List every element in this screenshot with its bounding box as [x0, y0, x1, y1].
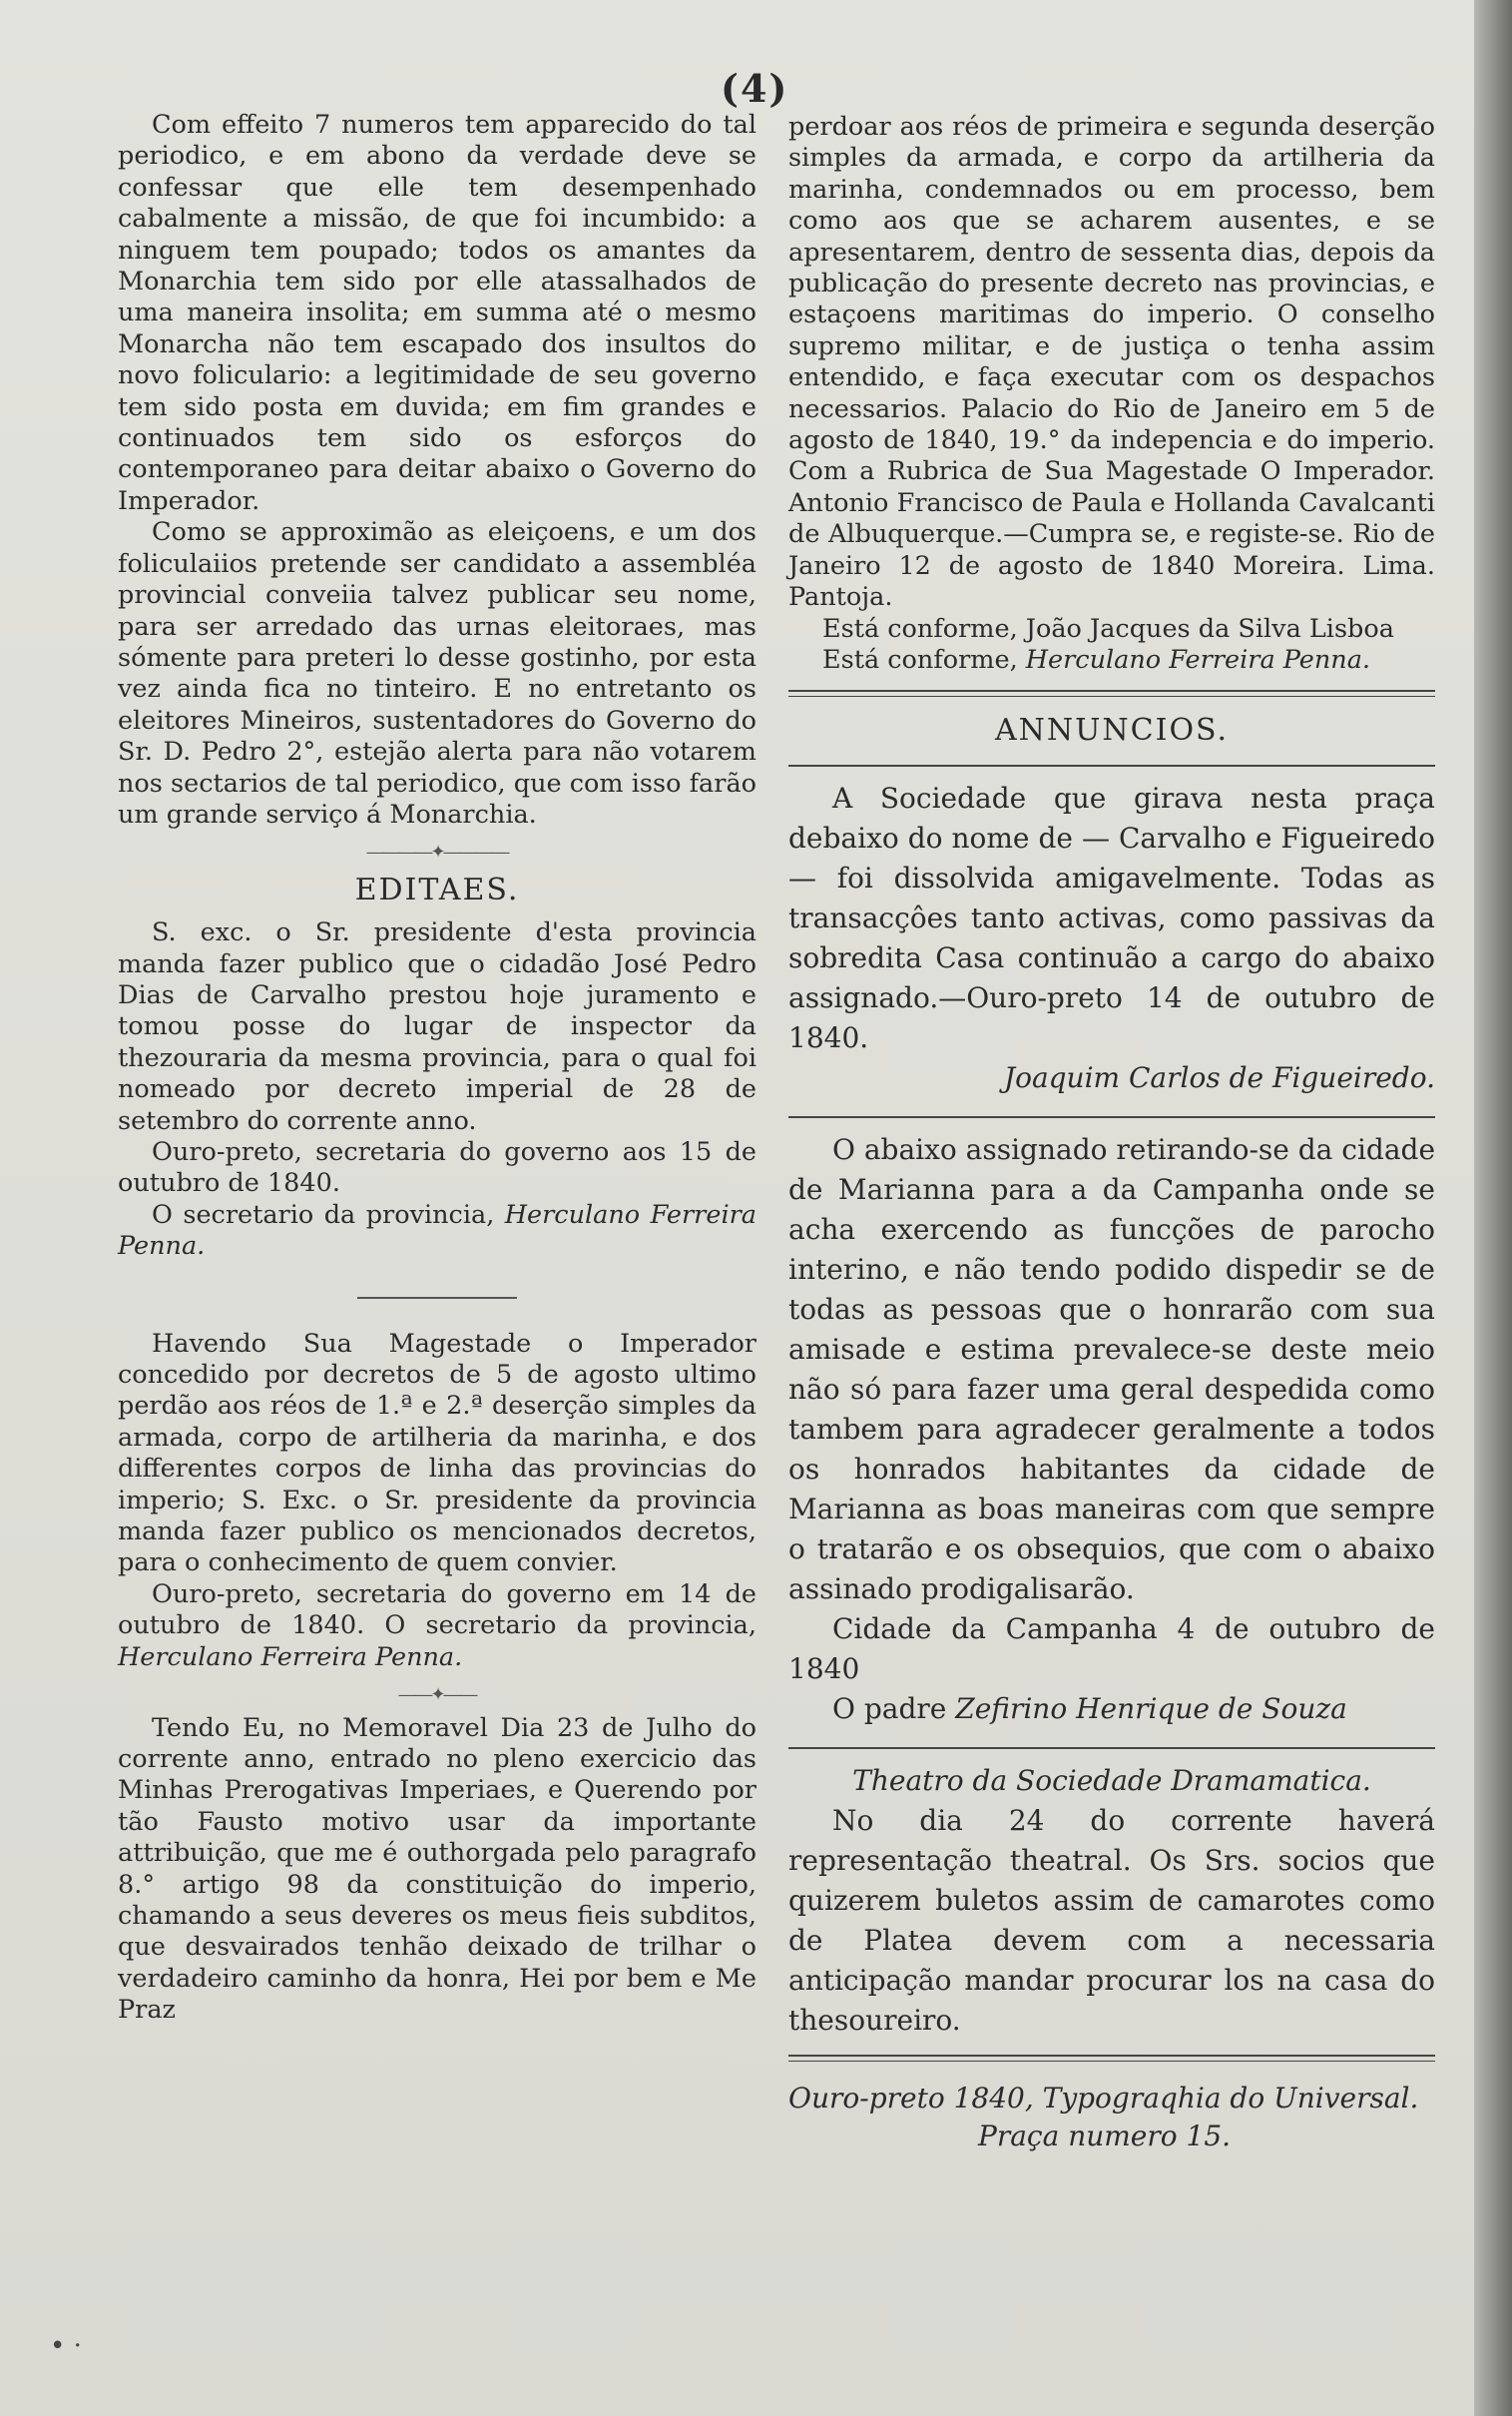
left-column — [118, 110, 756, 2027]
page-edge-shadow — [1474, 0, 1512, 2416]
ornament-divider: ――✦―― — [398, 1684, 476, 1706]
conforme-line: Está conforme, João Jacques da Silva Lisboa — [822, 613, 1394, 644]
decree-text: Tendo Eu, no Memoravel Dia 23 de Julho do corrente anno, entrado no pleno exercicio das Minhas Prerogativas Imperiaes, e Querendo por tão Fausto motivo usar da importante attribuição, que me é outhorgada pelo paragrafo 8.° artigo 98 da constituição do imperio, chamando a seus deveres os meus fieis subditos, que desvairados tenhão deixado de trilhar o verdadeiro caminho da honra, Hei por bem e Me Praz — [118, 1712, 756, 2026]
theatre-text: No dia 24 do corrente haverá representação theatral. Os Srs. socios que quizerem buletos assim de camarotes como de Platea devem com a necessaria anticipação mandar procurar los na casa do thesoureiro. — [788, 1803, 1435, 2037]
theatre-heading: Theatro da Sociedade Dramamatica. — [852, 1763, 1371, 1797]
imprint-line: Praça numero 15. — [978, 2118, 1232, 2152]
edital-signature: O secretario da provincia, Herculano Ferreira Penna. — [118, 1199, 757, 1262]
announcement-date: Cidade da Campanha 4 de outubro de 1840 — [788, 1611, 1435, 1685]
footer-divider — [788, 2055, 1435, 2062]
edital-date: Ouro-preto, secretaria do governo aos 15 de outubro de 1840. — [118, 1137, 756, 1199]
announcement-signature: Joaquim Carlos de Figueiredo. — [1003, 1060, 1435, 1094]
imprint-line: Ouro-preto 1840, Typograqhia do Universal. — [788, 2081, 1419, 2114]
print-specks: • · — [50, 2331, 82, 2361]
edital-text: S. exc. o Sr. presidente d'esta provincia manda fazer publico que o cidadão José Pedro Dias de Carvalho prestou hoje juramento e tomou posse do lugar de inspector da thezouraria da mesma provincia, para o qual foi nomeado por decreto imperial de 28 de setembro do corrente anno. — [118, 917, 756, 1136]
editaes-heading: EDITAES. — [354, 872, 520, 907]
ornament-divider: ――――✦―――― — [366, 842, 508, 864]
section-divider — [788, 1747, 1435, 1749]
announcements — [788, 779, 1435, 2041]
announcement-signature: O padre Zefirino Henrique de Souza — [832, 1691, 1347, 1725]
edital-date: Ouro-preto, secretaria do governo em 14 de outubro de 1840. O secretario da provincia, Herculano Ferreira Penna. — [118, 1578, 756, 1672]
article-paragraph: Com effeito 7 numeros tem apparecido do tal periodico, e em abono da verdade deve se confessar que elle tem desempenhado cabalmente a missão, de que foi incumbido: a ninguem tem poupado; todos os amantes da Monarchia tem sido por elle atassalhados de uma maneira insolita; em summa até o mesmo Monarcha não tem escapado dos insultos do novo foliculario: a legitimidade de seu governo tem sido posta em duvida; em fim grandes e continuados tem sido os esforços do contemporaneo para deitar abaixo o Governo do Imperador. — [118, 110, 756, 516]
edital-text: Havendo Sua Magestade o Imperador concedido por decretos de 5 de agosto ultimo perdão aos réos de 1.ª e 2.ª deserção simples da armada, corpo de artilheria da marinha, e dos differentes corpos de linha das provincias do imperio; S. Exc. o Sr. presidente da provincia manda fazer publico os mencionados decretos, para o conhecimento de quem convier. — [118, 1328, 756, 1578]
section-divider — [788, 1116, 1435, 1118]
section-divider — [357, 1297, 517, 1299]
annuncios-heading: ANNUNCIOS. — [994, 713, 1230, 749]
right-column — [788, 112, 1435, 2155]
section-divider — [788, 765, 1435, 767]
announcement-text: O abaixo assignado retirando-se da cidade de Marianna para a da Campanha onde se acha exercendo as funcções de parocho interino, e não tendo podido dispedir se de todas as pessoas que o honrarão com sua amisade e estima prevalece-se deste meio não só para fazer uma geral despedida como tambem para agradecer geralmente a todos os honrados habitantes da cidade de Marianna as boas maneiras com que sempre o tratarão e os obsequios, que com o abaixo assinado prodigalisarão. — [788, 1132, 1436, 1605]
section-divider — [788, 690, 1435, 697]
imprint — [788, 2080, 1435, 2155]
conforme-line: Está conforme, Herculano Ferreira Penna. — [822, 644, 1371, 675]
decree-continuation: perdoar aos réos de primeira e segunda deserção simples da armada, e corpo da artilheria da marinha, condemnados ou em processo, bem como aos que se acharem ausentes, e se apresentarem, dentro de sessenta dias, depois da publicação do presente decreto nas provincias, e estaçoens maritimas do imperio. O conselho supremo militar, e de justiça o tenha assim entendido, e faça executar com os despachos necessarios. Palacio do Rio de Janeiro em 5 de agosto de 1840, 19.° da indepencia e do imperio. Com a Rubrica de Sua Magestade O Imperador. Antonio Francisco de Paula e Hollanda Cavalcanti de Albuquerque.—Cumpra se, e registe-se. Rio de Janeiro 12 de agosto de 1840 Moreira. Lima. Pantoja. — [788, 112, 1435, 613]
article-paragraph: Como se approximão as eleiçoens, e um dos foliculaiios pretende ser candidato a assembléa provincial conveiia talvez publicar seu nome, para ser arredado das urnas eleitoraes, mas sómente para preteri lo desse gostinho, por esta vez ainda fica no tinteiro. E no entretanto os eleitores Mineiros, sustentadores do Governo do Sr. D. Pedro 2°, estejão alerta para não votarem nos sectarios de tal periodico, que com isso farão um grande serviço á Monarchia. — [118, 517, 756, 830]
announcement-text: A Sociedade que girava nesta praça debaixo do nome de — Carvalho e Figueiredo — foi dissolvida amigavelmente. Todas as transacçôes tanto activas, como passivas da sobredita Casa continuão a cargo do abaixo assignado.—Ouro-preto 14 de outubro de 1840. — [788, 781, 1435, 1054]
page-number: (4) — [721, 66, 789, 111]
